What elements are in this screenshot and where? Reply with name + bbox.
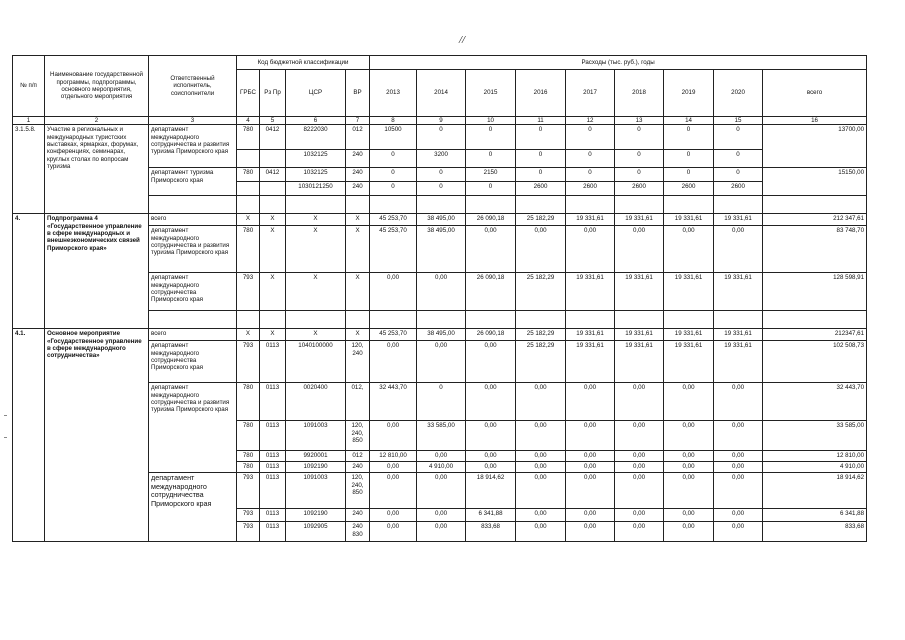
cell-vr: 240: [346, 509, 370, 522]
cell-grbs: 780: [237, 451, 260, 462]
cell-value: 0,00: [615, 226, 664, 273]
column-number: 15: [714, 117, 763, 125]
column-number: 13: [615, 117, 664, 125]
cell-value: 0,00: [714, 383, 763, 421]
cell-value: 0: [417, 383, 466, 421]
cell-vr: 240: [346, 168, 370, 182]
row-number: 3.1.5.8.: [13, 125, 45, 214]
row-responsible: департамент международного сотрудничества и развития туризма Приморского края: [149, 226, 237, 273]
cell-value: 19 331,61: [714, 329, 763, 341]
column-number: 16: [763, 117, 867, 125]
cell-total: 833,68: [763, 522, 867, 542]
cell-csr: 1032125: [286, 168, 346, 182]
cell-value: 2150: [466, 168, 516, 182]
cell-value: 0,00: [417, 341, 466, 383]
header-csr: ЦСР: [286, 70, 346, 117]
cell-value: 0,00: [664, 522, 714, 542]
column-number: 2: [45, 117, 149, 125]
cell-value: 25 182,29: [516, 214, 566, 226]
cell-value: 25 182,29: [516, 273, 566, 311]
cell-value: 0: [516, 125, 566, 150]
cell-rzpr: 0113: [260, 473, 286, 509]
cell-value: 0,00: [714, 522, 763, 542]
margin-mark: [4, 415, 7, 416]
cell-rzpr: 0113: [260, 451, 286, 462]
cell-grbs: [237, 182, 260, 196]
cell-rzpr: X: [260, 329, 286, 341]
cell-value: 0,00: [370, 341, 417, 383]
header-total: всего: [763, 70, 867, 117]
cell-value: 0,00: [566, 473, 615, 509]
header-vr: ВР: [346, 70, 370, 117]
row-responsible: всего: [149, 214, 237, 226]
cell-rzpr: 0113: [260, 522, 286, 542]
header-name: Наименование государственной программы, подпрограммы, основного мероприятия, отдельного мероприятия: [45, 56, 149, 117]
column-number: 5: [260, 117, 286, 125]
table-row: [13, 214, 867, 226]
cell-value: 0: [714, 125, 763, 150]
cell-value: 0,00: [516, 451, 566, 462]
row-number: 4.1.: [13, 329, 45, 542]
cell-value: 0,00: [466, 462, 516, 473]
cell-csr: 1091003: [286, 473, 346, 509]
cell-grbs: 793: [237, 509, 260, 522]
cell-value: 0,00: [417, 522, 466, 542]
cell-value: 26 090,18: [466, 214, 516, 226]
cell-value: 0,00: [615, 473, 664, 509]
cell-value: 0,00: [466, 341, 516, 383]
cell-value: 2600: [615, 182, 664, 196]
cell-vr: X: [346, 226, 370, 273]
cell-value: 45 253,70: [370, 226, 417, 273]
cell-value: 0,00: [417, 273, 466, 311]
budget-table: [12, 55, 867, 542]
cell-value: 10500: [370, 125, 417, 150]
cell-value: 0,00: [466, 383, 516, 421]
header-year: 2019: [664, 70, 714, 117]
cell-vr: 240: [346, 182, 370, 196]
cell-value: 6 341,88: [466, 509, 516, 522]
cell-rzpr: X: [260, 214, 286, 226]
cell-value: 0: [417, 125, 466, 150]
cell-value: 38 495,00: [417, 214, 466, 226]
cell-rzpr: 0412: [260, 125, 286, 150]
cell-value: 0: [466, 150, 516, 168]
cell-total: 102 508,73: [763, 341, 867, 383]
cell-value: 0: [714, 168, 763, 182]
cell-total: 6 341,88: [763, 509, 867, 522]
cell-value: 26 090,18: [466, 329, 516, 341]
cell-value: 0,00: [714, 462, 763, 473]
cell-vr: 012: [346, 451, 370, 462]
cell-total: 15150,00: [763, 168, 867, 196]
cell-value: 38 495,00: [417, 329, 466, 341]
cell-value: 0,00: [664, 451, 714, 462]
cell-rzpr: 0113: [260, 421, 286, 451]
cell-vr: 240 830: [346, 522, 370, 542]
cell-value: 45 253,70: [370, 214, 417, 226]
table-row: [13, 329, 867, 341]
cell-value: 833,68: [466, 522, 516, 542]
cell-value: 0: [664, 168, 714, 182]
cell-value: 0,00: [516, 473, 566, 509]
cell-value: 0: [566, 125, 615, 150]
cell-vr: 012,: [346, 383, 370, 421]
cell-total: 128 598,91: [763, 273, 867, 311]
cell-csr: 1040100000: [286, 341, 346, 383]
cell-value: 0,00: [615, 421, 664, 451]
cell-value: 25 182,29: [516, 341, 566, 383]
cell-csr: 1091003: [286, 421, 346, 451]
cell-vr: 120, 240, 850: [346, 473, 370, 509]
cell-value: 19 331,61: [566, 329, 615, 341]
cell-value: 0: [664, 125, 714, 150]
cell-value: 0,00: [516, 226, 566, 273]
cell-vr: 240: [346, 462, 370, 473]
cell-value: 0,00: [370, 462, 417, 473]
cell-value: 0,00: [516, 522, 566, 542]
cell-csr: X: [286, 214, 346, 226]
cell-value: 0,00: [516, 383, 566, 421]
row-title: Участие в региональных и международных туристских выставках, ярмарках, форумах, конференциях, семинарах, круглых столах по вопросам туризма: [45, 125, 149, 214]
cell-value: 0,00: [566, 462, 615, 473]
cell-value: 0,00: [417, 473, 466, 509]
column-number: 7: [346, 117, 370, 125]
column-number: 6: [286, 117, 346, 125]
cell-value: 19 331,61: [714, 214, 763, 226]
cell-value: 19 331,61: [615, 341, 664, 383]
cell-value: 0,00: [664, 226, 714, 273]
row-title: Основное мероприятие «Государственное управление в сфере международного сотрудничества»: [45, 329, 149, 542]
cell-value: 2600: [566, 182, 615, 196]
cell-grbs: X: [237, 329, 260, 341]
cell-total: 33 585,00: [763, 421, 867, 451]
row-responsible: всего: [149, 329, 237, 341]
cell-rzpr: [260, 150, 286, 168]
cell-value: 25 182,29: [516, 329, 566, 341]
cell-value: 26 090,18: [466, 273, 516, 311]
cell-value: 0,00: [370, 509, 417, 522]
cell-value: 0,00: [615, 451, 664, 462]
cell-value: 0,00: [370, 421, 417, 451]
cell-value: 0,00: [466, 226, 516, 273]
table-row: [13, 125, 867, 150]
column-number: 14: [664, 117, 714, 125]
cell-csr: 1092190: [286, 509, 346, 522]
cell-csr: 1092905: [286, 522, 346, 542]
cell-value: 0: [615, 150, 664, 168]
cell-total: 212 347,61: [763, 214, 867, 226]
cell-value: 0,00: [370, 522, 417, 542]
cell-value: 0,00: [516, 462, 566, 473]
cell-value: 0,00: [417, 509, 466, 522]
cell-rzpr: X: [260, 273, 286, 311]
column-number: 11: [516, 117, 566, 125]
cell-total: 4 910,00: [763, 462, 867, 473]
cell-vr: X: [346, 214, 370, 226]
row-responsible: департамент международного сотрудничества Приморского края: [149, 273, 237, 311]
cell-value: 0: [516, 168, 566, 182]
cell-total: 83 748,70: [763, 226, 867, 273]
cell-csr: X: [286, 273, 346, 311]
header-responsible: Ответственный исполнитель, соисполнители: [149, 56, 237, 117]
margin-mark: [4, 437, 7, 438]
row-responsible: департамент международного сотрудничества Приморского края: [149, 341, 237, 383]
column-number: 8: [370, 117, 417, 125]
cell-value: 19 331,61: [714, 273, 763, 311]
cell-value: 18 914,62: [466, 473, 516, 509]
cell-vr: X: [346, 329, 370, 341]
column-number: 4: [237, 117, 260, 125]
row-title: Подпрограмма 4 «Государственное управление в сфере международных и внешнеэкономических связей Приморского края»: [45, 214, 149, 329]
cell-value: 38 495,00: [417, 226, 466, 273]
cell-value: 0,00: [664, 383, 714, 421]
cell-value: 0,00: [516, 421, 566, 451]
cell-value: 0,00: [714, 451, 763, 462]
cell-value: 0,00: [714, 509, 763, 522]
cell-rzpr: 0113: [260, 383, 286, 421]
header-year: 2018: [615, 70, 664, 117]
header-budget-code: Код бюджетной классификации: [237, 56, 370, 70]
cell-value: 0,00: [664, 509, 714, 522]
cell-value: 19 331,61: [664, 341, 714, 383]
cell-value: 0,00: [664, 473, 714, 509]
cell-value: 0: [664, 150, 714, 168]
cell-value: 19 331,61: [664, 329, 714, 341]
cell-value: 0,00: [370, 273, 417, 311]
column-number-row: [13, 117, 867, 125]
cell-grbs: 780: [237, 383, 260, 421]
cell-value: 3200: [417, 150, 466, 168]
row-responsible: департамент международного сотрудничества и развития туризма Приморского края: [149, 383, 237, 473]
cell-value: 0: [370, 150, 417, 168]
cell-value: 0: [615, 168, 664, 182]
cell-total: 212347,61: [763, 329, 867, 341]
cell-grbs: 780: [237, 226, 260, 273]
cell-grbs: 793: [237, 473, 260, 509]
cell-total: 18 914,62: [763, 473, 867, 509]
cell-vr: X: [346, 273, 370, 311]
cell-value: 4 910,00: [417, 462, 466, 473]
cell-grbs: 780: [237, 125, 260, 150]
cell-total: 13700,00: [763, 125, 867, 168]
column-number: 9: [417, 117, 466, 125]
cell-value: 19 331,61: [664, 273, 714, 311]
cell-value: 2600: [516, 182, 566, 196]
cell-rzpr: 0113: [260, 509, 286, 522]
cell-csr: 9920001: [286, 451, 346, 462]
cell-csr: X: [286, 226, 346, 273]
cell-value: 0,00: [664, 421, 714, 451]
cell-value: 19 331,61: [615, 329, 664, 341]
row-responsible: департамент международного сотрудничества Приморского края: [149, 473, 237, 542]
cell-value: 0,00: [566, 451, 615, 462]
cell-vr: 240: [346, 150, 370, 168]
column-number: 10: [466, 117, 516, 125]
cell-csr: 1030121250: [286, 182, 346, 196]
cell-value: 0,00: [615, 522, 664, 542]
cell-value: 19 331,61: [615, 214, 664, 226]
cell-value: 0,00: [714, 421, 763, 451]
column-number: 1: [13, 117, 45, 125]
cell-grbs: 793: [237, 522, 260, 542]
cell-value: 0: [466, 182, 516, 196]
cell-grbs: [237, 150, 260, 168]
cell-value: 19 331,61: [566, 341, 615, 383]
row-responsible: департамент международного сотрудничества и развития туризма Приморского края: [149, 125, 237, 168]
cell-value: 0: [615, 125, 664, 150]
cell-vr: 120, 240: [346, 341, 370, 383]
header-year: 2016: [516, 70, 566, 117]
cell-vr: 120, 240, 850: [346, 421, 370, 451]
cell-rzpr: X: [260, 226, 286, 273]
cell-value: 0,00: [664, 462, 714, 473]
cell-grbs: 780: [237, 168, 260, 182]
cell-value: 45 253,70: [370, 329, 417, 341]
cell-value: 0: [370, 182, 417, 196]
cell-value: 0,00: [566, 383, 615, 421]
cell-value: 32 443,70: [370, 383, 417, 421]
header-year: 2015: [466, 70, 516, 117]
cell-value: 0,00: [566, 226, 615, 273]
header-year: 2013: [370, 70, 417, 117]
cell-grbs: 780: [237, 462, 260, 473]
cell-grbs: 793: [237, 341, 260, 383]
cell-grbs: 780: [237, 421, 260, 451]
cell-value: 0,00: [516, 509, 566, 522]
cell-value: 19 331,61: [566, 273, 615, 311]
cell-value: 0: [516, 150, 566, 168]
cell-csr: 1032125: [286, 150, 346, 168]
cell-value: 0,00: [714, 226, 763, 273]
cell-rzpr: [260, 182, 286, 196]
header-expenses: Расходы (тыс. руб.), годы: [370, 56, 867, 70]
cell-value: 0,00: [566, 509, 615, 522]
header-grbs: ГРБС: [237, 70, 260, 117]
cell-value: 19 331,61: [714, 341, 763, 383]
column-number: 3: [149, 117, 237, 125]
cell-csr: X: [286, 329, 346, 341]
cell-value: 0,00: [566, 421, 615, 451]
cell-csr: 8222030: [286, 125, 346, 150]
column-number: 12: [566, 117, 615, 125]
cell-value: 2600: [664, 182, 714, 196]
cell-value: 0: [566, 168, 615, 182]
cell-grbs: 793: [237, 273, 260, 311]
cell-value: 19 331,61: [566, 214, 615, 226]
cell-total: 32 443,70: [763, 383, 867, 421]
row-number: 4.: [13, 214, 45, 329]
cell-rzpr: 0113: [260, 341, 286, 383]
header-year: 2017: [566, 70, 615, 117]
page-mark: //: [459, 34, 466, 46]
cell-grbs: X: [237, 214, 260, 226]
cell-rzpr: 0113: [260, 462, 286, 473]
cell-value: 0,00: [615, 462, 664, 473]
cell-value: 0,00: [615, 509, 664, 522]
cell-value: 0: [566, 150, 615, 168]
cell-value: 19 331,61: [664, 214, 714, 226]
cell-value: 0,00: [417, 451, 466, 462]
cell-value: 12 810,00: [370, 451, 417, 462]
cell-value: 0,00: [466, 421, 516, 451]
row-responsible: департамент туризма Приморского края: [149, 168, 237, 196]
cell-csr: 1092190: [286, 462, 346, 473]
cell-value: 33 585,00: [417, 421, 466, 451]
cell-value: 0,00: [370, 473, 417, 509]
cell-value: 0,00: [466, 451, 516, 462]
cell-value: 0: [417, 182, 466, 196]
cell-value: 0: [417, 168, 466, 182]
cell-csr: 0020400: [286, 383, 346, 421]
cell-value: 0: [370, 168, 417, 182]
cell-value: 0,00: [566, 522, 615, 542]
cell-rzpr: 0412: [260, 168, 286, 182]
cell-value: 0,00: [714, 473, 763, 509]
header-rzpr: Рз Пр: [260, 70, 286, 117]
cell-total: 12 810,00: [763, 451, 867, 462]
cell-value: 0: [714, 150, 763, 168]
header-number: № п/п: [13, 56, 45, 117]
cell-vr: 012: [346, 125, 370, 150]
cell-value: 0: [466, 125, 516, 150]
header-year: 2020: [714, 70, 763, 117]
cell-value: 2600: [714, 182, 763, 196]
cell-value: 19 331,61: [615, 273, 664, 311]
cell-value: 0,00: [615, 383, 664, 421]
header-year: 2014: [417, 70, 466, 117]
